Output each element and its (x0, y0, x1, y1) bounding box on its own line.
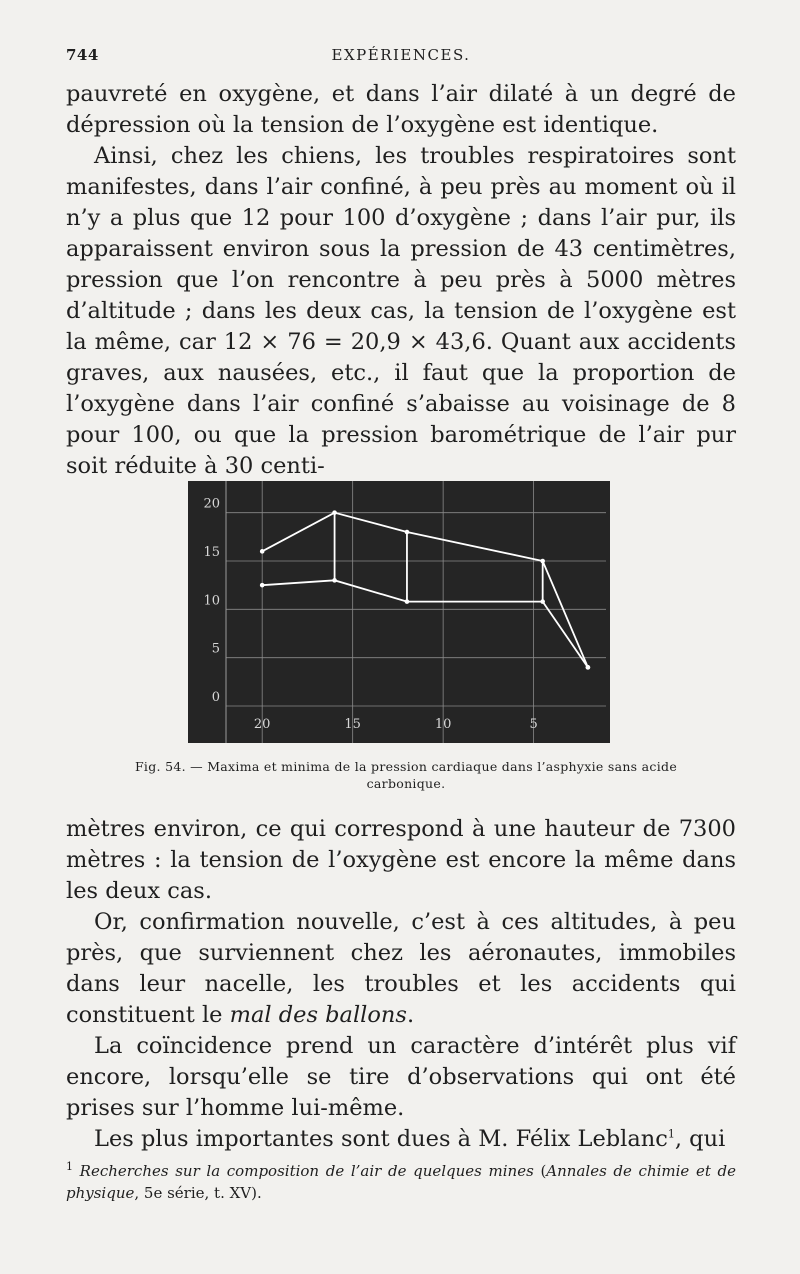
page-header (66, 46, 736, 70)
footnote-rest: , 5e série, t. XV). (134, 1184, 262, 1202)
paragraph-text: Les plus importantes sont dues à M. Félix Leblanc (94, 1126, 668, 1152)
text-block-top (66, 79, 736, 482)
footnote-title: Recherches sur la composition de l’air de quelques mines (79, 1162, 534, 1180)
italic-term: mal des ballons (229, 1002, 407, 1028)
paragraph (66, 907, 736, 1031)
y-tick-label: 20 (203, 496, 220, 512)
chart-background (188, 481, 610, 743)
y-tick-label: 0 (211, 690, 220, 705)
footnote-marker: 1 (66, 1160, 73, 1173)
footnote-journal: Annales de chimie et de physique (66, 1162, 736, 1202)
x-tick-label: 15 (344, 717, 361, 732)
y-tick-label: 5 (211, 641, 220, 657)
paragraph: mètres environ, ce qui correspond à une hauteur de 7300 mètres : la tension de l’oxygène est encore la même dans les deux cas. (66, 816, 736, 904)
y-tick-label: 10 (203, 593, 220, 609)
footnote (66, 1160, 736, 1204)
figure-54-chart (188, 481, 610, 743)
running-title: EXPÉRIENCES. (331, 46, 471, 64)
footnote-ref[interactable]: 1 (667, 1127, 675, 1141)
paragraph: pauvreté en oxygène, et dans l’air dilaté à un degré de dépression où la tension de l’oxygène est identique. (66, 81, 736, 138)
paragraph-text: Or, confirmation nouvelle, c’est à ces altitudes, à peu près, que surviennent chez les aéronautes, immobiles dans leur nacelle, les troubles et les accidents qui constituent le (66, 909, 736, 1028)
paragraph (66, 1124, 736, 1155)
x-tick-label: 20 (253, 717, 271, 732)
y-tick-label: 15 (203, 545, 220, 560)
paragraph: Ainsi, chez les chiens, les troubles respiratoires sont manifestes, dans l’air confiné, à peu près au moment où il n’y a plus que 12 pour 100 d’oxygène ; dans l’air pur, ils apparaissent environ sous la pression de 43 centimètres, pression que l’on rencontre à peu près à 5000 mètres d’altitude ; dans les deux cas, la tension de l’oxygène est la même, car 12 × 76 = 20,9 × 43,6. Quant aux accidents graves, aux nausées, etc., il faut que la proportion de l’oxygène dans l’air confiné s’abaisse au voisinage de 8 pour 100, ou que la pression barométrique de l’air pur soit réduite à 30 centi- (66, 143, 736, 479)
chart-svg (188, 481, 610, 743)
footnote-paren: ( (533, 1162, 547, 1180)
data-point-minima (586, 665, 591, 670)
x-tick-label: 10 (434, 717, 452, 732)
data-point-minima (260, 583, 265, 588)
page-number: 744 (66, 46, 99, 64)
paragraph-text-end: , qui (674, 1126, 726, 1152)
figure-caption: Fig. 54. — Maxima et minima de la pression cardiaque dans l’asphyxie sans acide carbonique. (134, 759, 678, 791)
text-block-bottom (66, 814, 736, 1155)
data-point-maxima (260, 549, 265, 554)
paragraph: La coïncidence prend un caractère d’intérêt plus vif encore, lorsqu’elle se tire d’observations qui ont été prises sur l’homme lui-même. (66, 1033, 736, 1121)
punctuation: . (406, 1002, 415, 1028)
x-tick-label: 5 (529, 717, 538, 732)
